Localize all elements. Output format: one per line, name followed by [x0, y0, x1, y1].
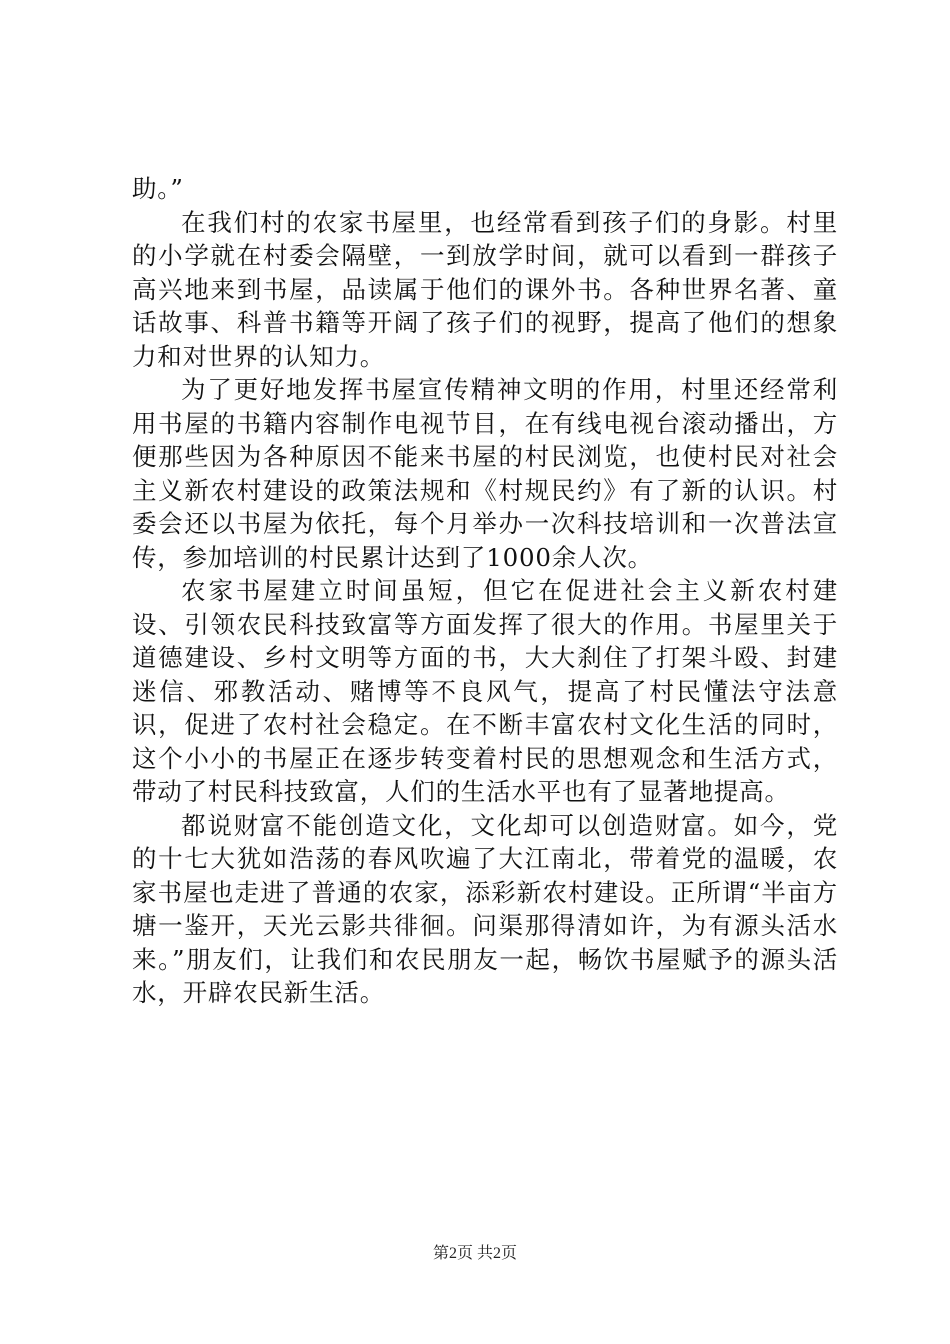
paragraph-children-reading: 在我们村的农家书屋里，也经常看到孩子们的身影。村里的小学就在村委会隔壁，一到放学时间，就可以看到一群孩子高兴地来到书屋，品读属于他们的课外书。各种世界名著、童话故事、科普书籍等开阔了孩子们的视野，提高了他们的想象力和对世界的认知力。 — [132, 207, 838, 371]
paragraph-tv-programs: 为了更好地发挥书屋宣传精神文明的作用，村里还经常利用书屋的书籍内容制作电视节目，在有线电视台滚动播出，方便那些因为各种原因不能来书屋的村民浏览，也使村民对社会主义新农村建设的政策法规和《村规民约》有了新的认识。村委会还以书屋为依托，每个月举办一次科技培训和一次普法宣传，参加培训的村民累计达到了1000余人次。 — [132, 375, 838, 572]
paragraph-bookhouse-effects: 农家书屋建立时间虽短，但它在促进社会主义新农村建设、引领农民科技致富等方面发挥了很大的作用。书屋里关于道德建设、乡村文明等方面的书，大大刹住了打架斗殴、封建迷信、邪教活动、赌博等不良风气，提高了村民懂法守法意识，促进了农村社会稳定。在不断丰富农村文化生活的同时，这个小小的书屋正在逐步转变着村民的思想观念和生活方式，带动了村民科技致富，人们的生活水平也有了显著地提高。 — [132, 576, 838, 806]
page-number-footer: 第2页 共2页 — [432, 1245, 517, 1262]
document-body — [132, 172, 838, 1010]
paragraph-conclusion: 都说财富不能创造文化，文化却可以创造财富。如今，党的十七大犹如浩荡的春风吹遍了大江南北，带着党的温暖，农家书屋也走进了普通的农家，添彩新农村建设。正所谓“半亩方塘一鉴开，天光云影共徘徊。问渠那得清如许，为有源头活水来。”朋友们，让我们和农民朋友一起，畅饮书屋赋予的源头活水，开辟农民新生活。 — [132, 810, 838, 1007]
paragraph-continuation: 助。” — [132, 174, 184, 203]
